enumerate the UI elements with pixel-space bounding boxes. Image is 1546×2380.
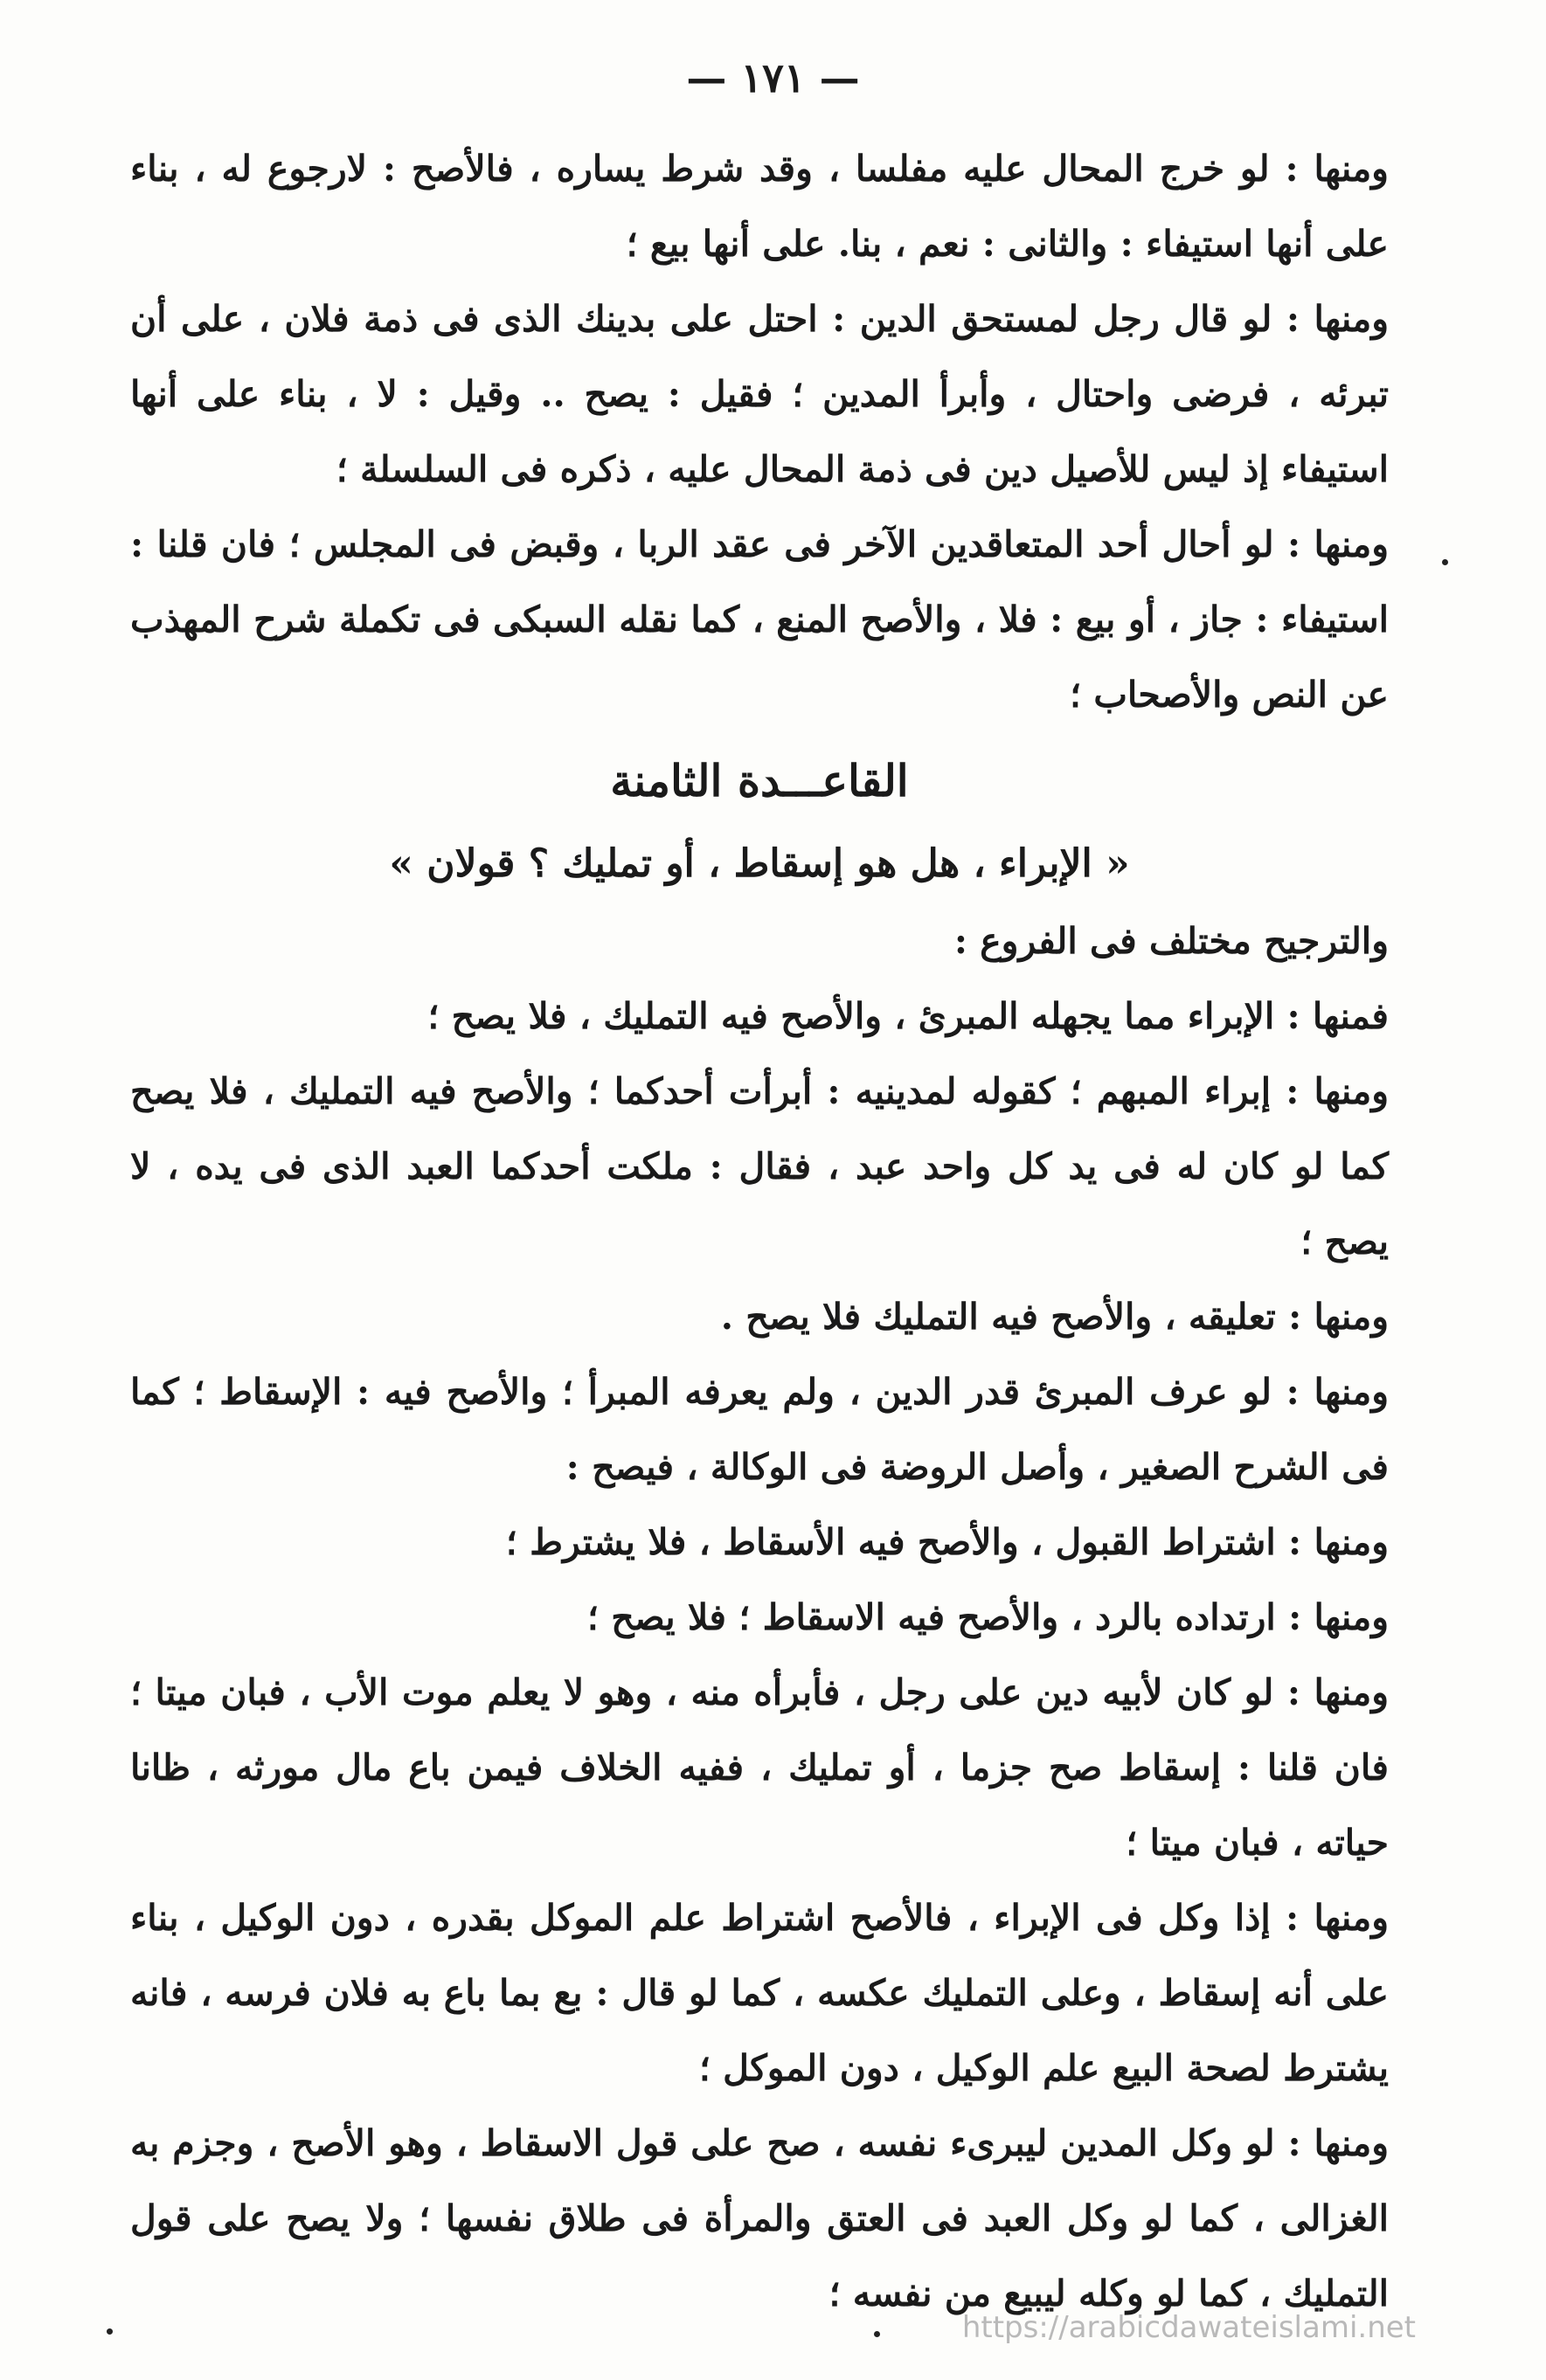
speck-mark	[1442, 559, 1448, 565]
speck-mark	[874, 2331, 880, 2337]
paragraph-rejection: ومنها : ارتداده بالرد ، والأصح فيه الاسقاط ؛ فلا يصح ؛	[586, 1596, 1389, 1638]
paragraph-riba-transfer: ومنها : لو أحال أحد المتعاقدين الآخر فى عقد الربا ، وقبض فى المجلس ؛ فان قلنا : استيفاء : جاز ، أو بيع : فلا ، والأصح المنع ، كما نقله السبكى فى تكملة شرح المهذب عن النص والأصحاب ؛	[130, 523, 1389, 716]
speck-mark	[107, 2328, 113, 2335]
body-text	[130, 131, 1389, 2331]
paragraph-unknown-release: فمنها : الإبراء مما يجهله المبرئ ، والأصح فيه التمليك ، فلا يصح ؛	[427, 995, 1389, 1037]
paragraph-debtor-agency: ومنها : لو وكل المدين ليبرىء نفسه ، صح على قول الاسقاط ، وهو الأصح ، وجزم به الغزالى ، كما لو وكل العبد فى العتق والمرأة فى طلاق نفسها ؛ ولا يصح على قول التمليك ، كما لو وكله ليبيع من نفسه ؛	[130, 2122, 1389, 2314]
watermark-url: https://arabicdawateislami.net	[961, 2310, 1416, 2345]
paragraph-known-amount: ومنها : لو عرف المبرئ قدر الدين ، ولم يعرفه المبرأ ؛ والأصح فيه : الإسقاط ؛ كما فى الشرح الصغير ، وأصل الروضة فى الوكالة ، فيصح :	[130, 1371, 1389, 1488]
paragraph-rule-intro: والترجيح مختلف فى الفروع :	[953, 920, 1389, 962]
paragraph-acceptance: ومنها : اشتراط القبول ، والأصح فيه الأسقاط ، فلا يشترط ؛	[505, 1521, 1389, 1563]
paragraph-transfer-to-creditor: ومنها : لو قال رجل لمستحق الدين : احتل على بدينك الذى فى ذمة فلان ، على أن تبرئه ، فرضى واحتال ، وأبرأ المدين ؛ فقيل : يصح .. وقيل : لا ، بناء على أنها استيفاء إذ ليس للأصيل دين فى ذمة المحال عليه ، ذكره فى السلسلة ؛	[130, 298, 1389, 490]
paragraph-refusal-of-return: ومنها : لو خرج المحال عليه مفلسا ، وقد شرط يساره ، فالأصح : لارجوع له ، بناء على أنها استيفاء : والثانى : نعم ، بنا. على أنها بيع ؛	[130, 148, 1389, 265]
paragraph-conditional-release: ومنها : تعليقه ، والأصح فيه التمليك فلا يصح .	[720, 1296, 1389, 1338]
paragraph-ambiguous-release: ومنها : إبراء المبهم ؛ كقوله لمدينيه : أبرأت أحدكما ؛ والأصح فيه التمليك ، فلا يصح كما لو كان له فى يد كل واحد عبد ، فقال : ملكت أحدكما العبد الذى فى يده ، لا يصح ؛	[130, 1070, 1389, 1263]
page-number: — ١٧١ —	[686, 54, 860, 101]
section-heading: القاعـــدة الثامنة	[610, 755, 909, 806]
section-subtitle: « الإبراء ، هل هو إسقاط ، أو تمليك ؟ قولان »	[389, 841, 1130, 886]
paragraph-father-debt: ومنها : لو كان لأبيه دين على رجل ، فأبرأه منه ، وهو لا يعلم موت الأب ، فبان ميتا ؛ فان قلنا : إسقاط صح جزما ، أو تمليك ، ففيه الخلاف فيمن باع مال مورثه ، ظانا حياته ، فبان ميتا ؛	[130, 1671, 1389, 1864]
paragraph-agency: ومنها : إذا وكل فى الإبراء ، فالأصح اشتراط علم الموكل بقدره ، دون الوكيل ، بناء على أنه إسقاط ، وعلى التمليك عكسه ، كما لو قال : بع بما باع به فلان فرسه ، فانه يشترط لصحة البيع علم الوكيل ، دون الموكل ؛	[130, 1897, 1389, 2089]
